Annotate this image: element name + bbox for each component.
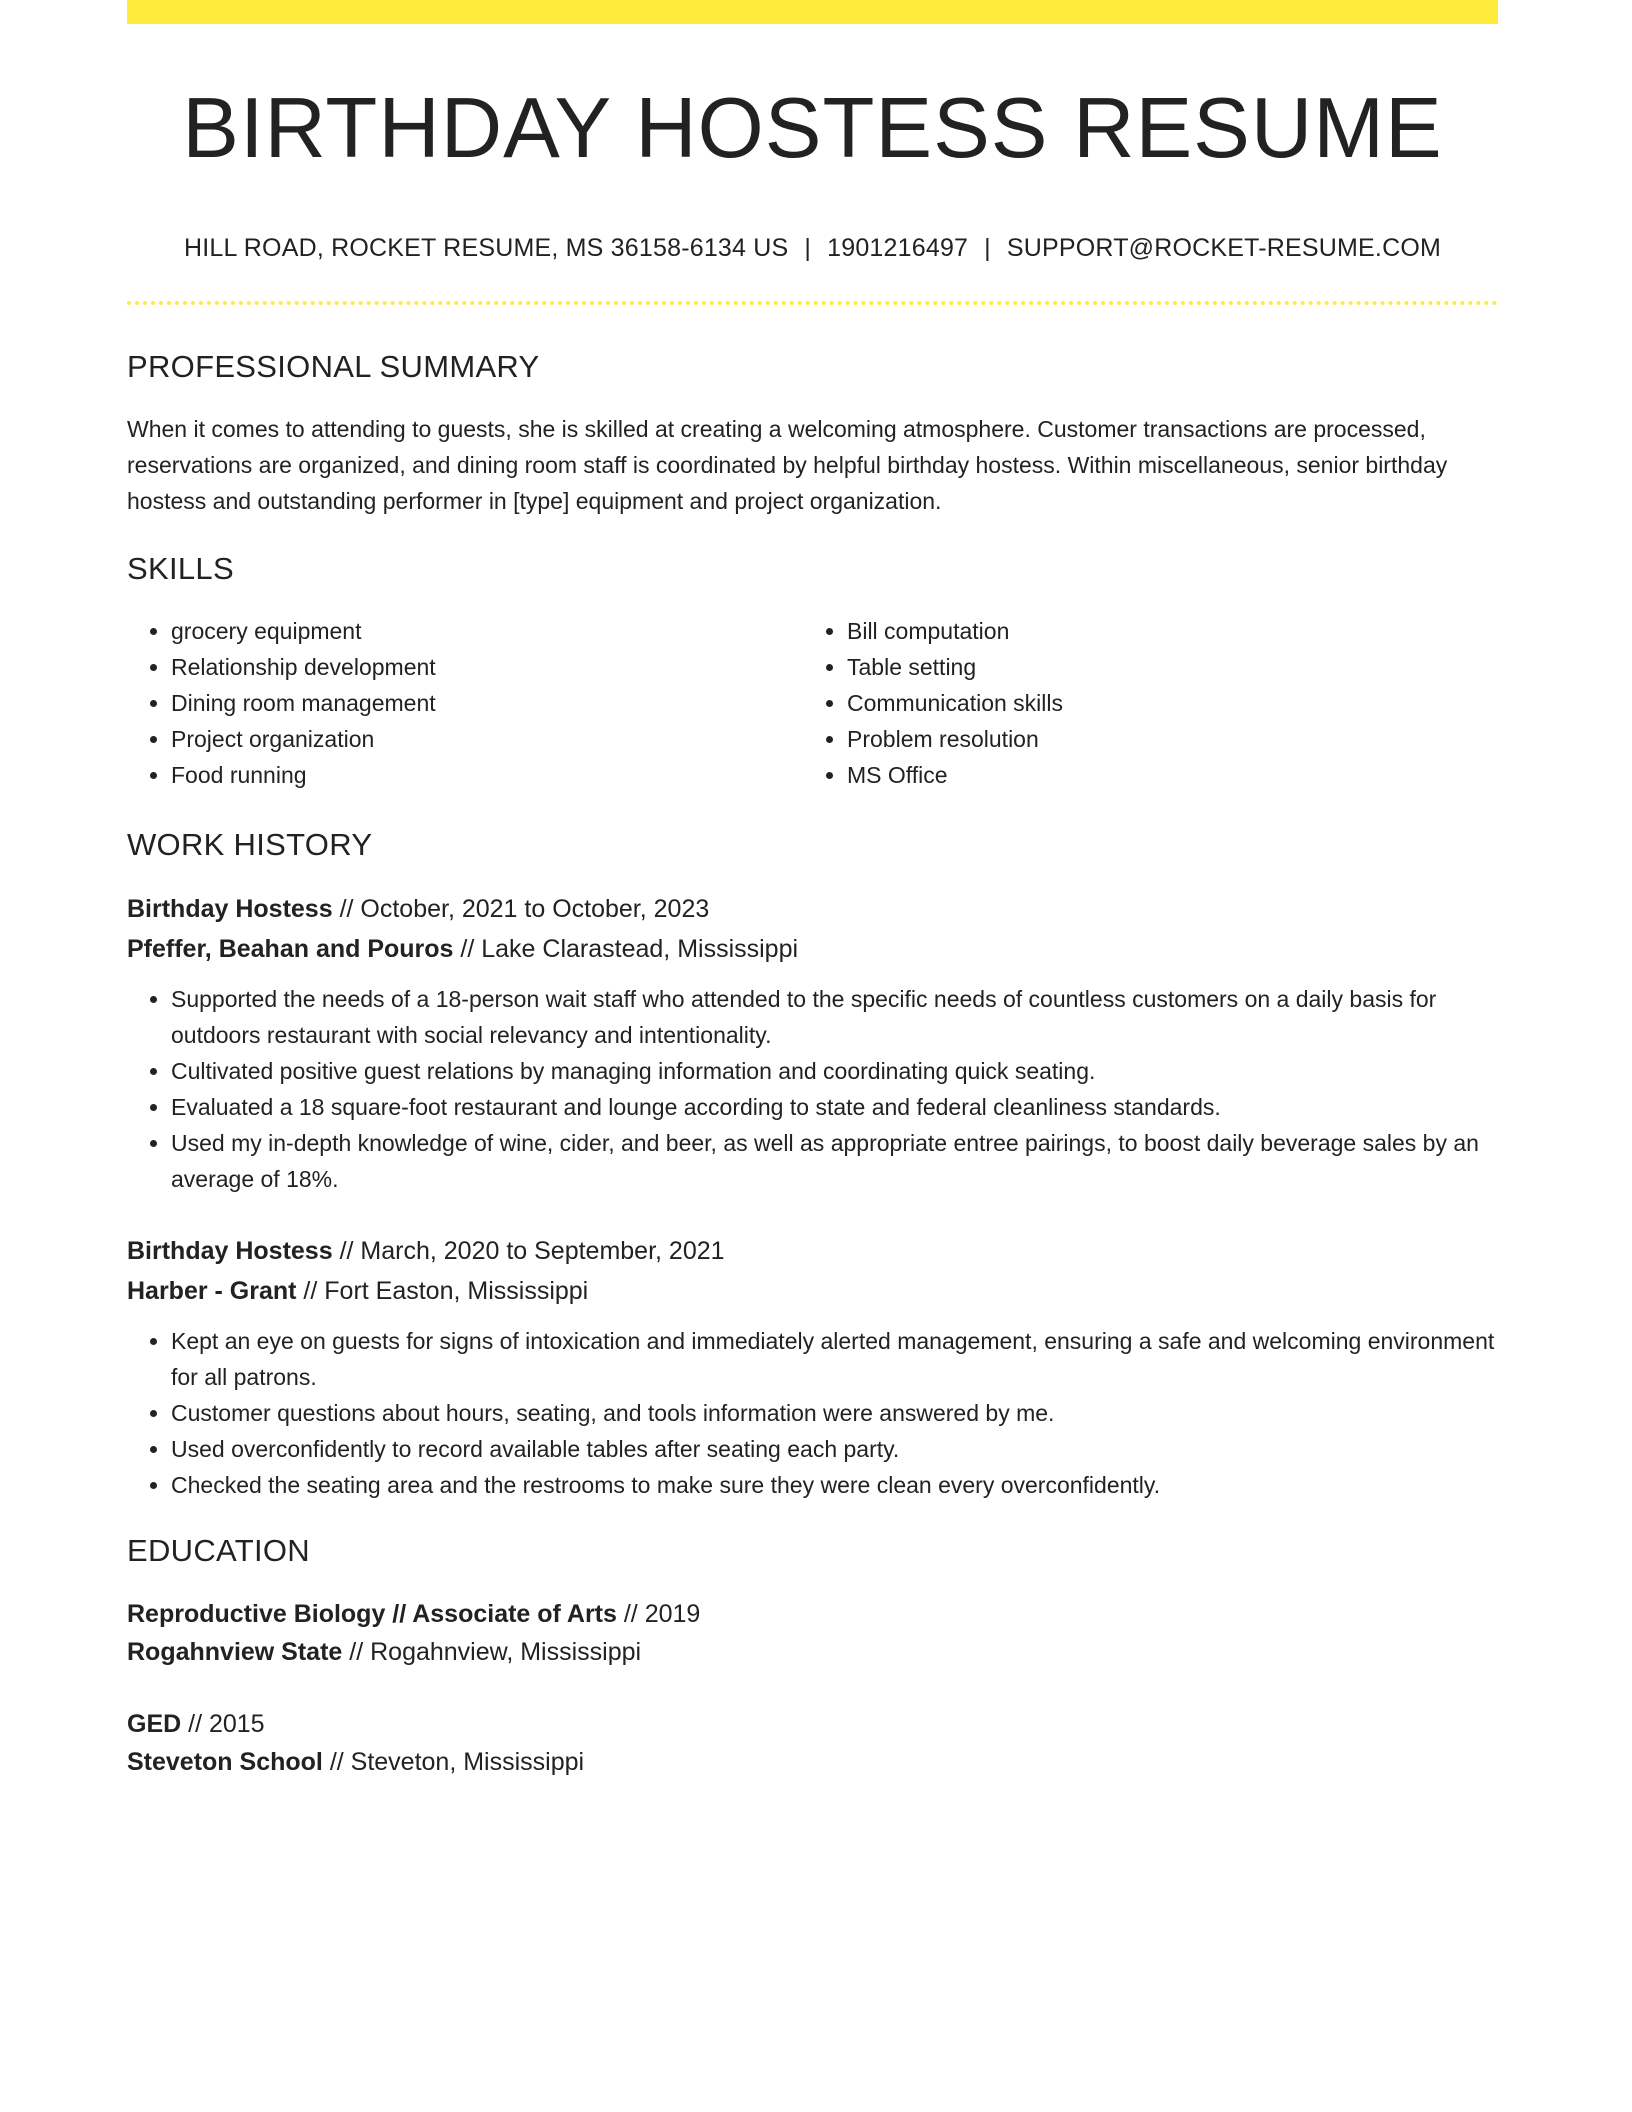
job-title-line	[127, 889, 1498, 929]
education-school: Rogahnview State	[127, 1637, 343, 1666]
job-company: Pfeffer, Beahan and Pouros	[127, 934, 454, 963]
job-entry	[127, 1231, 1498, 1503]
job-bullet: • Used overconfidently to record available tables after seating each party.	[171, 1431, 1498, 1467]
job-company-line	[127, 1271, 1498, 1311]
skill-item: • Problem resolution	[847, 721, 1479, 757]
education-degree: GED	[127, 1709, 182, 1738]
job-bullets	[127, 981, 1498, 1197]
education-degree: Reproductive Biology // Associate of Arts	[127, 1599, 617, 1628]
resume-title: BIRTHDAY HOSTESS RESUME	[182, 81, 1443, 176]
skill-item: • Bill computation	[847, 613, 1479, 649]
summary-heading: PROFESSIONAL SUMMARY	[127, 348, 540, 384]
job-dates: // October, 2021 to October, 2023	[332, 894, 710, 923]
contact-address: HILL ROAD, ROCKET RESUME, MS 36158-6134 US	[183, 233, 789, 262]
job-bullet: • Evaluated a 18 square-foot restaurant and lounge according to state and federal cleanliness standards.	[171, 1089, 1498, 1125]
skills-list	[127, 613, 1498, 793]
job-bullet: • Supported the needs of a 18-person wait staff who attended to the specific needs of countless customers on a daily basis for outdoors restaurant with social relevancy and intentionality.	[171, 981, 1498, 1053]
job-location: // Lake Clarastead, Mississippi	[453, 934, 799, 963]
job-bullet: • Cultivated positive guest relations by managing information and coordinating quick seating.	[171, 1053, 1498, 1089]
education-degree-line	[127, 1595, 1498, 1633]
education-school-line	[127, 1633, 1498, 1671]
dotted-divider	[127, 301, 1498, 305]
skill-item: • grocery equipment	[171, 613, 803, 649]
contact-phone: 1901216497	[827, 233, 969, 262]
job-bullet: • Customer questions about hours, seating, and tools information were answered by me.	[171, 1395, 1498, 1431]
education-entry	[127, 1705, 1498, 1781]
skills-heading: SKILLS	[127, 550, 234, 586]
skills-column-right	[803, 613, 1479, 793]
skill-item: • Communication skills	[847, 685, 1479, 721]
education-school: Steveton School	[127, 1747, 323, 1776]
contact-separator: |	[804, 233, 812, 262]
skill-item: • Table setting	[847, 649, 1479, 685]
skills-column-left	[127, 613, 803, 793]
education-entry	[127, 1595, 1498, 1671]
job-company-line	[127, 929, 1498, 969]
education-location: // Rogahnview, Mississippi	[342, 1637, 642, 1666]
job-location: // Fort Easton, Mississippi	[296, 1276, 589, 1305]
job-title-line	[127, 1231, 1498, 1271]
skill-item: • Food running	[171, 757, 803, 793]
job-bullet: • Used my in-depth knowledge of wine, cider, and beer, as well as appropriate entree pairings, to boost daily beverage sales by an average of 18%.	[171, 1125, 1498, 1197]
summary-text: When it comes to attending to guests, she is skilled at creating a welcoming atmosphere. Customer transactions are processed, reservations are organized, and dining room staff is coordinated by helpful birthday hostess. Within miscellaneous, senior birthday hostess and outstanding performer in [type] equipment and project organization.	[127, 415, 1448, 514]
job-title: Birthday Hostess	[127, 894, 333, 923]
job-bullet: • Kept an eye on guests for signs of intoxication and immediately alerted management, ensuring a safe and welcoming environment for all patrons.	[171, 1323, 1498, 1395]
job-company: Harber - Grant	[127, 1276, 297, 1305]
contact-line	[127, 234, 1498, 263]
job-bullets	[127, 1323, 1498, 1503]
skill-item: • Relationship development	[171, 649, 803, 685]
education-heading: EDUCATION	[127, 1532, 310, 1568]
education-year: // 2019	[616, 1599, 701, 1628]
education-degree-line	[127, 1705, 1498, 1743]
skill-item: • Dining room management	[171, 685, 803, 721]
job-dates: // March, 2020 to September, 2021	[332, 1236, 725, 1265]
contact-separator: |	[984, 233, 991, 262]
work-history-heading: WORK HISTORY	[127, 826, 373, 862]
job-entry	[127, 889, 1498, 1197]
job-title: Birthday Hostess	[127, 1236, 333, 1265]
education-location: // Steveton, Mississippi	[322, 1747, 585, 1776]
contact-email: SUPPORT@ROCKET-RESUME.COM	[1006, 233, 1442, 262]
education-year: // 2015	[181, 1709, 265, 1738]
job-bullet: • Checked the seating area and the restrooms to make sure they were clean every overconfidently.	[171, 1467, 1498, 1503]
skill-item: • Project organization	[171, 721, 803, 757]
education-school-line	[127, 1743, 1498, 1781]
top-accent-bar	[127, 0, 1498, 24]
skill-item: • MS Office	[847, 757, 1479, 793]
resume-page	[127, 0, 1498, 1781]
